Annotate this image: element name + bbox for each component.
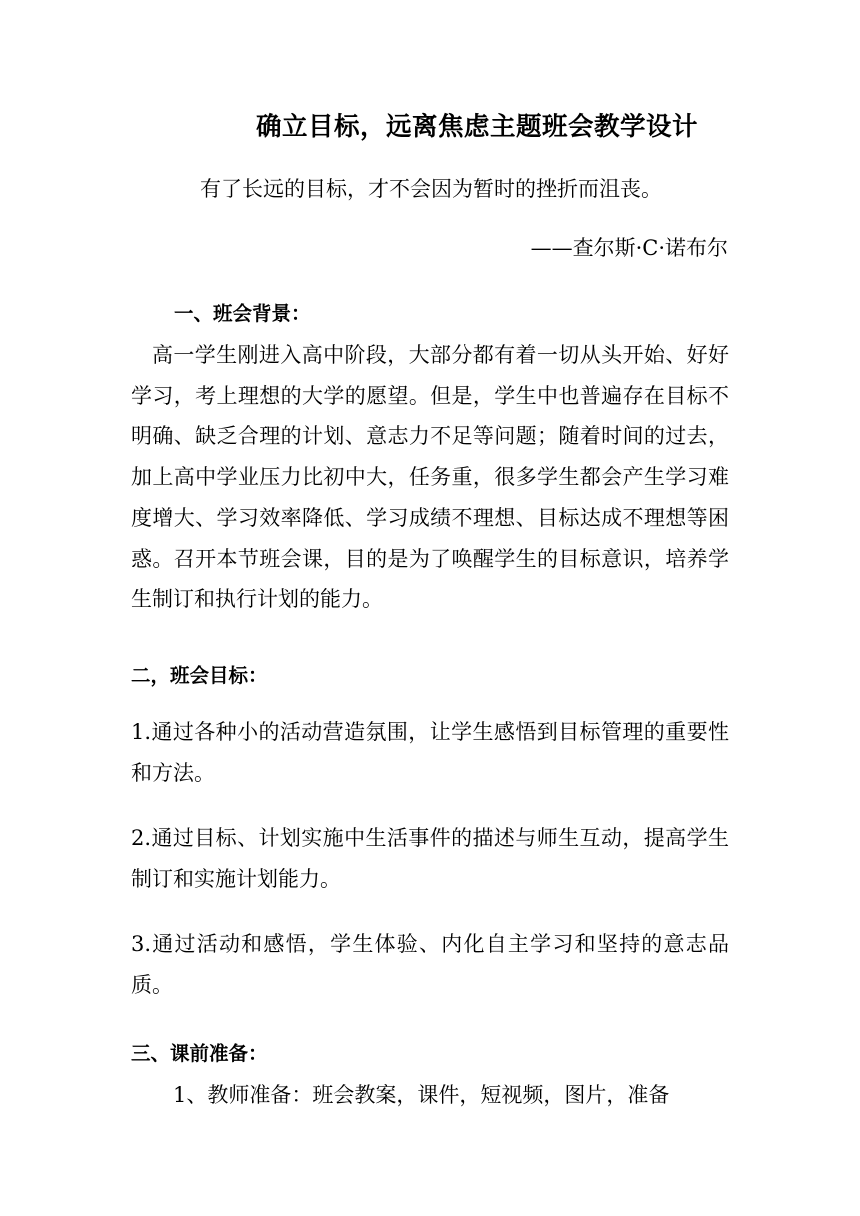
goal-item-2: 2.通过目标、计划实施中生活事件的描述与师生互动，提高学生制订和实施计划能力。 xyxy=(131,826,729,891)
epigraph-attribution: ——查尔斯·C·诺布尔 xyxy=(530,236,728,260)
section-heading-goals: 二，班会目标： xyxy=(131,664,268,687)
document-title: 确立目标，远离焦虑主题班会教学设计 xyxy=(255,112,698,142)
section-background-paragraph: 高一学生刚进入高中阶段，大部分都有着一切从头开始、好好学习，考上理想的大学的愿望。但是，学生中也普遍存在目标不明确、缺乏合理的计划、意志力不足等问题；随着时间的过去，加上高中学业压力比初中大，任务重，很多学生都会产生学习难度增大、学习效率降低、学习成绩不理想、目标达成不理想等困惑。召开本节班会课，目的是为了唤醒学生的目标意识，培养学生制订和执行计划的能力。 xyxy=(131,343,729,612)
section-heading-background: 一、班会背景： xyxy=(174,302,311,325)
epigraph-quote: 有了长远的目标，才不会因为暂时的挫折而沮丧。 xyxy=(200,177,662,201)
preparation-item-1: 1、教师准备：班会教案，课件，短视频，图片，准备 xyxy=(173,1083,670,1107)
goal-item-3: 3.通过活动和感悟，学生体验、内化自主学习和坚持的意志品质。 xyxy=(131,932,729,997)
goal-item-1: 1.通过各种小的活动营造氛围，让学生感悟到目标管理的重要性和方法。 xyxy=(131,720,729,785)
section-heading-preparation: 三、课前准备： xyxy=(131,1042,268,1065)
